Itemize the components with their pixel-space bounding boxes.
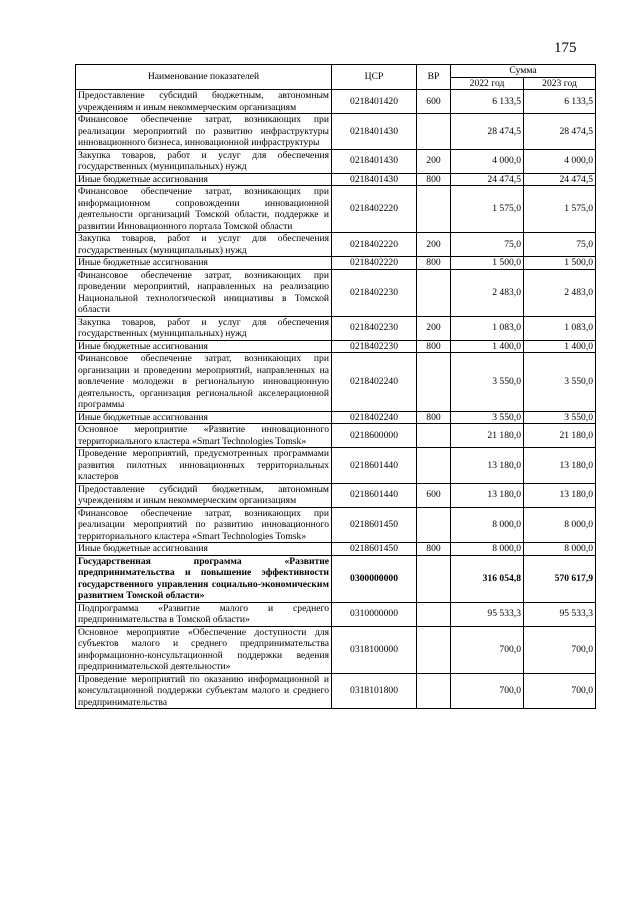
row-sum-2022: 316 054,8: [451, 555, 524, 602]
row-sum-2022: 75,0: [451, 233, 524, 257]
table-row: [76, 507, 596, 543]
row-name: Финансовое обеспечение затрат, возникающих при информационном сопровождении инновационной деятельности организаций Томской области, поддержке и развитии Инновационного портала Томской области: [76, 186, 332, 233]
table-row: [76, 448, 596, 484]
row-sum-2022: 13 180,0: [451, 448, 524, 484]
row-sum-2022: 8 000,0: [451, 507, 524, 543]
table-row: [76, 602, 596, 626]
table-row: [76, 353, 596, 412]
row-sum-2022: 2 483,0: [451, 269, 524, 316]
row-sum-2023: 1 500,0: [524, 257, 596, 270]
row-code: 0218402240: [332, 353, 417, 412]
row-sum-2022: 8 000,0: [451, 543, 524, 556]
row-code: 0218402230: [332, 316, 417, 340]
row-sum-2022: 4 000,0: [451, 149, 524, 173]
row-sum-2022: 700,0: [451, 673, 524, 709]
row-sum-2022: 6 133,5: [451, 90, 524, 114]
row-sum-2023: 21 180,0: [524, 424, 596, 448]
row-code: 0218601450: [332, 507, 417, 543]
row-sum-2022: 1 500,0: [451, 257, 524, 270]
row-vr: 800: [417, 173, 451, 186]
row-name: Предоставление субсидий бюджетным, автономным учреждениям и иным некоммерческим организациям: [76, 483, 332, 507]
row-code: 0218401430: [332, 114, 417, 150]
row-sum-2022: 1 083,0: [451, 316, 524, 340]
row-sum-2023: 700,0: [524, 673, 596, 709]
row-sum-2023: 1 575,0: [524, 186, 596, 233]
table-row: [76, 257, 596, 270]
header-year-2023: 2023 год: [524, 77, 596, 90]
row-code: 0318101800: [332, 673, 417, 709]
row-sum-2022: 3 550,0: [451, 353, 524, 412]
row-name: Проведение мероприятий, предусмотренных программами развития пилотных инновационных территориальных кластеров: [76, 448, 332, 484]
row-sum-2022: 95 533,3: [451, 602, 524, 626]
row-name: Основное мероприятие «Обеспечение доступности для субъектов малого и среднего предпринимательства информационно-консультационной поддержки ведения предпринимательской деятельности»: [76, 626, 332, 673]
table-row: [76, 483, 596, 507]
table-row: [76, 673, 596, 709]
row-code: 0218402220: [332, 186, 417, 233]
row-sum-2023: 24 474,5: [524, 173, 596, 186]
row-vr: [417, 602, 451, 626]
row-name: Проведение мероприятий по оказанию информационной и консультационной поддержки субъектам малого и среднего предпринимательства: [76, 673, 332, 709]
row-code: 0218402240: [332, 411, 417, 424]
row-sum-2023: 13 180,0: [524, 483, 596, 507]
row-name: Закупка товаров, работ и услуг для обеспечения государственных (муниципальных) нужд: [76, 233, 332, 257]
row-code: 0218402230: [332, 340, 417, 353]
row-sum-2023: 13 180,0: [524, 448, 596, 484]
table-row: [76, 269, 596, 316]
table-row: [76, 555, 596, 602]
row-vr: [417, 555, 451, 602]
header-vr: ВР: [417, 65, 451, 90]
row-sum-2023: 1 400,0: [524, 340, 596, 353]
row-sum-2022: 21 180,0: [451, 424, 524, 448]
row-sum-2023: 2 483,0: [524, 269, 596, 316]
row-vr: 200: [417, 233, 451, 257]
header-sum: Сумма: [451, 65, 596, 78]
row-sum-2023: 570 617,9: [524, 555, 596, 602]
row-name: Подпрограмма «Развитие малого и среднего предпринимательства в Томской области»: [76, 602, 332, 626]
row-code: 0218601440: [332, 448, 417, 484]
row-name: Иные бюджетные ассигнования: [76, 340, 332, 353]
table-row: [76, 114, 596, 150]
table-row: [76, 186, 596, 233]
row-sum-2023: 8 000,0: [524, 543, 596, 556]
row-sum-2023: 700,0: [524, 626, 596, 673]
table-row: [76, 316, 596, 340]
row-vr: [417, 507, 451, 543]
row-vr: 800: [417, 543, 451, 556]
row-code: 0218601450: [332, 543, 417, 556]
row-name: Закупка товаров, работ и услуг для обеспечения государственных (муниципальных) нужд: [76, 149, 332, 173]
row-vr: [417, 353, 451, 412]
row-vr: [417, 626, 451, 673]
row-sum-2023: 4 000,0: [524, 149, 596, 173]
row-name: Закупка товаров, работ и услуг для обеспечения государственных (муниципальных) нужд: [76, 316, 332, 340]
row-sum-2023: 95 533,3: [524, 602, 596, 626]
table-body: [76, 90, 596, 709]
row-name: Иные бюджетные ассигнования: [76, 173, 332, 186]
row-vr: 200: [417, 149, 451, 173]
row-vr: [417, 424, 451, 448]
row-code: 0318100000: [332, 626, 417, 673]
row-sum-2022: 1 400,0: [451, 340, 524, 353]
row-code: 0218401430: [332, 149, 417, 173]
row-vr: [417, 269, 451, 316]
row-sum-2023: 1 083,0: [524, 316, 596, 340]
table-row: [76, 340, 596, 353]
table-row: [76, 233, 596, 257]
header-csr: ЦСР: [332, 65, 417, 90]
page-number: 175: [554, 40, 577, 56]
table-row: [76, 424, 596, 448]
row-name: Иные бюджетные ассигнования: [76, 411, 332, 424]
row-vr: 800: [417, 411, 451, 424]
row-vr: 600: [417, 90, 451, 114]
row-name: Финансовое обеспечение затрат, возникающих при проведении мероприятий, направленных на реализацию Национальной технологической инициативы в Томской области: [76, 269, 332, 316]
row-code: 0300000000: [332, 555, 417, 602]
row-sum-2023: 3 550,0: [524, 411, 596, 424]
row-code: 0310000000: [332, 602, 417, 626]
header-name: Наименование показателей: [76, 65, 332, 90]
table-row: [76, 149, 596, 173]
row-vr: 800: [417, 257, 451, 270]
row-sum-2022: 24 474,5: [451, 173, 524, 186]
budget-table: [75, 64, 596, 709]
row-code: 0218402230: [332, 269, 417, 316]
row-name: Иные бюджетные ассигнования: [76, 257, 332, 270]
row-vr: [417, 114, 451, 150]
table-row: [76, 626, 596, 673]
row-vr: 600: [417, 483, 451, 507]
row-sum-2023: 28 474,5: [524, 114, 596, 150]
row-vr: 800: [417, 340, 451, 353]
row-code: 0218601440: [332, 483, 417, 507]
row-vr: [417, 186, 451, 233]
row-name: Финансовое обеспечение затрат, возникающих при реализации мероприятий по развитию инфраструктуры инновационного бизнеса, инновационной инфраструктуры: [76, 114, 332, 150]
row-code: 0218402220: [332, 257, 417, 270]
row-name: Предоставление субсидий бюджетным, автономным учреждениям и иным некоммерческим организациям: [76, 90, 332, 114]
header-year-2022: 2022 год: [451, 77, 524, 90]
row-name: Государственная программа «Развитие предпринимательства и повышение эффективности государственного управления социально-экономическим развитием Томской области»: [76, 555, 332, 602]
row-sum-2023: 6 133,5: [524, 90, 596, 114]
row-sum-2022: 3 550,0: [451, 411, 524, 424]
table-row: [76, 411, 596, 424]
row-name: Основное мероприятие «Развитие инновационного территориального кластера «Smart Technologies Tomsk»: [76, 424, 332, 448]
row-code: 0218401420: [332, 90, 417, 114]
row-vr: [417, 673, 451, 709]
row-code: 0218401430: [332, 173, 417, 186]
table-row: [76, 173, 596, 186]
row-vr: [417, 448, 451, 484]
row-vr: 200: [417, 316, 451, 340]
row-sum-2022: 28 474,5: [451, 114, 524, 150]
row-sum-2023: 8 000,0: [524, 507, 596, 543]
row-sum-2022: 13 180,0: [451, 483, 524, 507]
row-sum-2022: 700,0: [451, 626, 524, 673]
row-name: Иные бюджетные ассигнования: [76, 543, 332, 556]
row-code: 0218402220: [332, 233, 417, 257]
row-name: Финансовое обеспечение затрат, возникающих при реализации мероприятий по развитию инновационного территориального кластера «Smart Technologies Tomsk»: [76, 507, 332, 543]
row-name: Финансовое обеспечение затрат, возникающих при организации и проведении мероприятий, направленных на вовлечение молодежи в региональную инновационную деятельность, организация региональной акселерационной программы: [76, 353, 332, 412]
table-row: [76, 90, 596, 114]
row-sum-2023: 75,0: [524, 233, 596, 257]
row-sum-2023: 3 550,0: [524, 353, 596, 412]
table-row: [76, 543, 596, 556]
row-sum-2022: 1 575,0: [451, 186, 524, 233]
row-code: 0218600000: [332, 424, 417, 448]
